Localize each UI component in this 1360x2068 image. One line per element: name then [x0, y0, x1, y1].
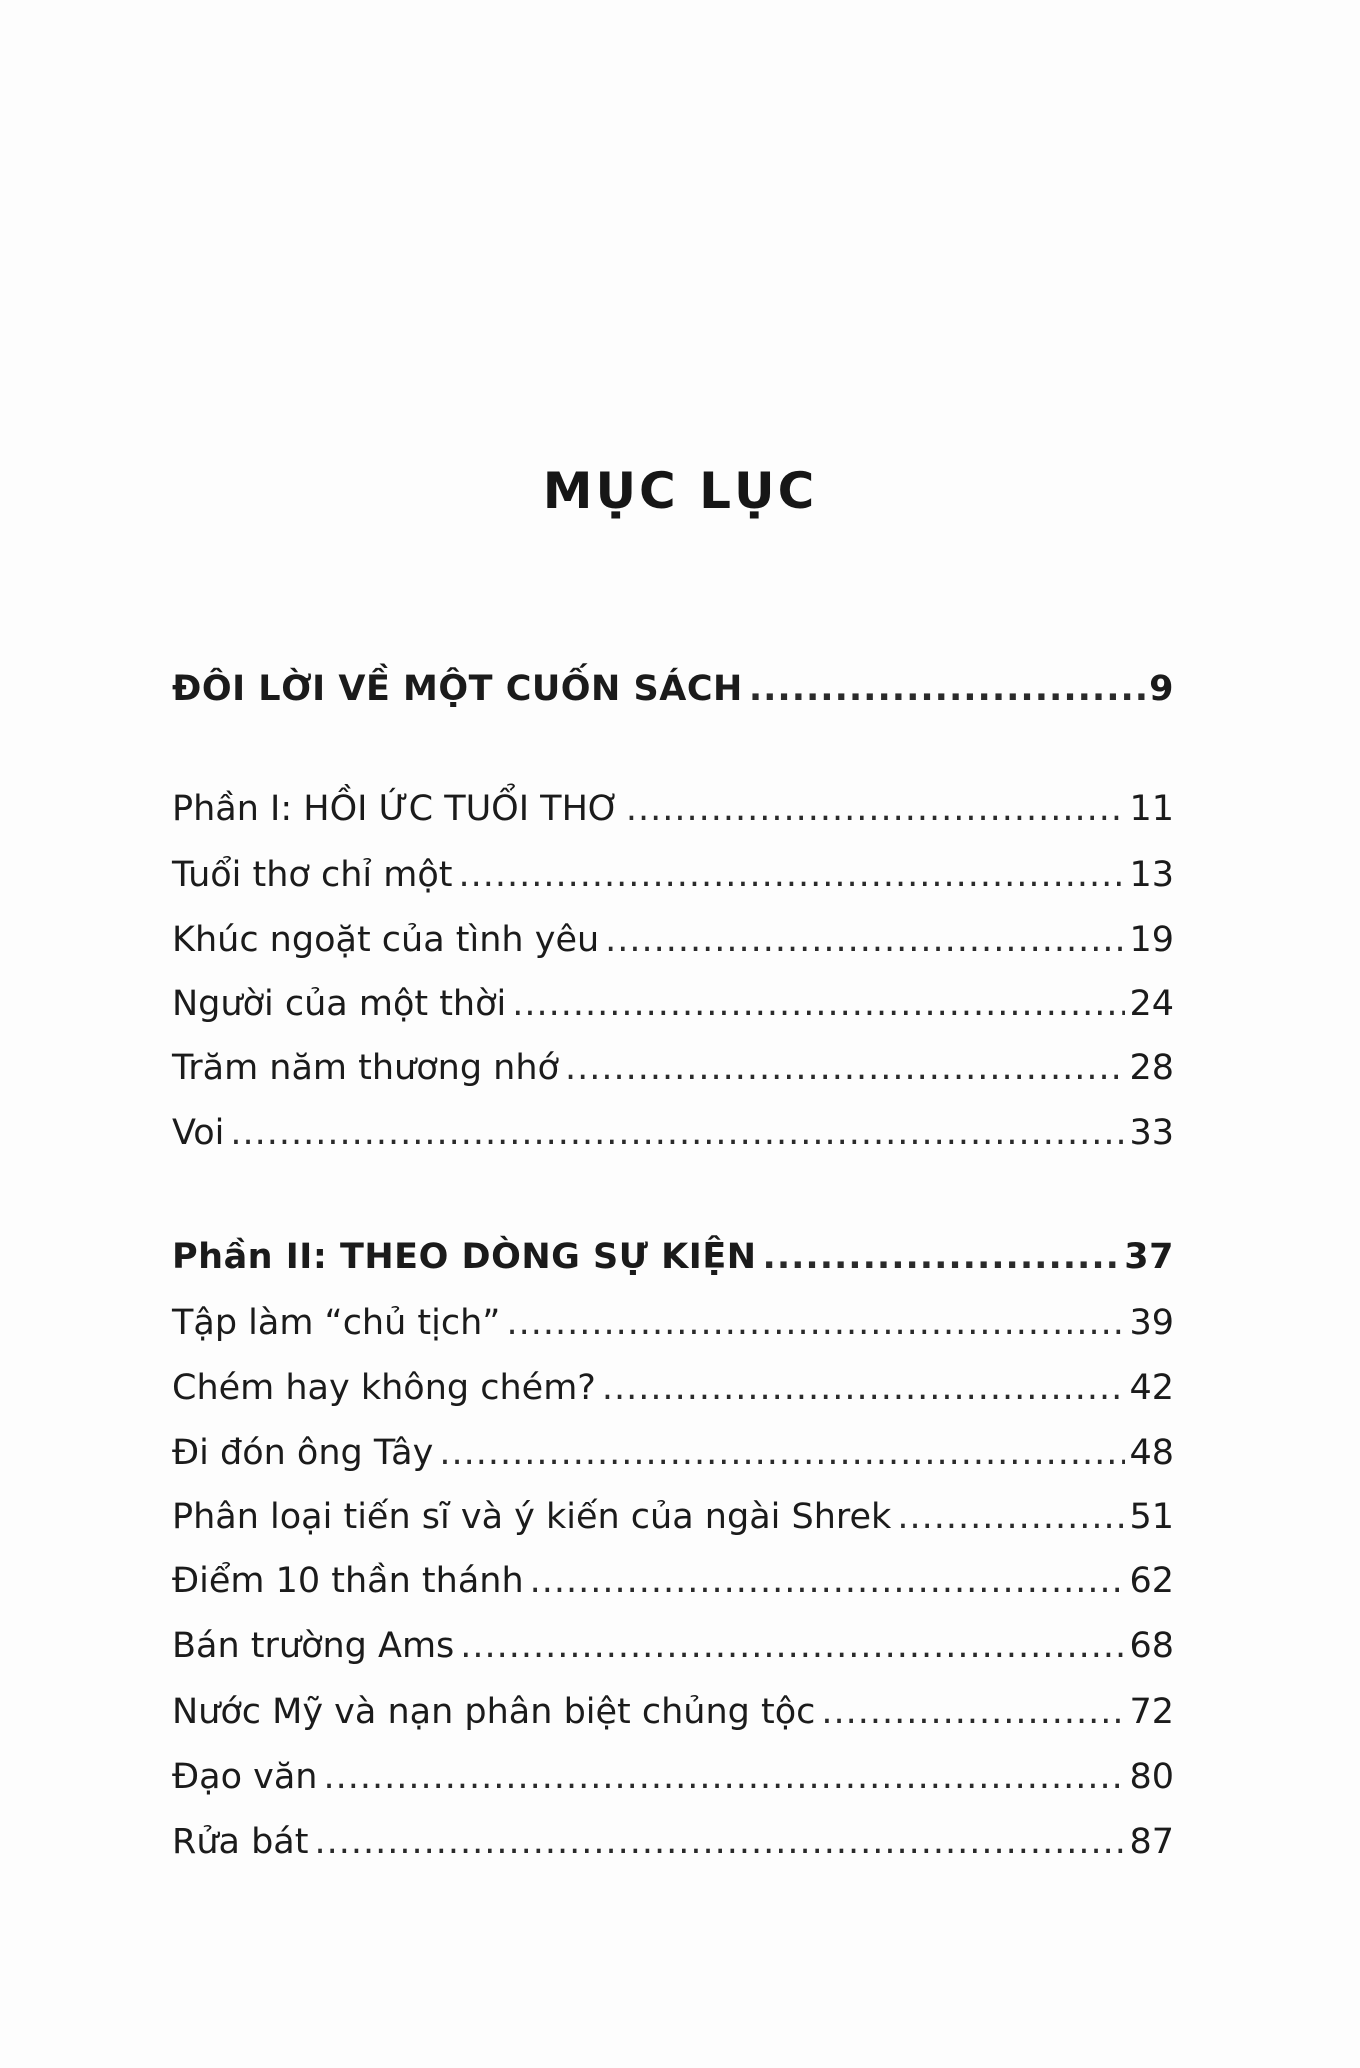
toc-entry [172, 1363, 1174, 1413]
toc-entry-label: Bán trường Ams [172, 1626, 455, 1666]
toc-entry [172, 664, 1174, 714]
dot-leader [821, 1687, 1125, 1737]
toc-entry-label: Phân loại tiến sĩ và ý kiến của ngài Shrek [172, 1497, 892, 1537]
toc-entry [172, 1492, 1174, 1542]
dot-leader [565, 1043, 1126, 1093]
toc-entry-label: Nước Mỹ và nạn phân biệt chủng tộc [172, 1692, 816, 1732]
toc-entry-page: 19 [1129, 920, 1174, 960]
toc-entry-page: 68 [1129, 1626, 1174, 1666]
toc-entry-page: 37 [1124, 1237, 1174, 1277]
toc-entry [172, 1232, 1174, 1282]
toc-entry-label: ĐÔI LỜI VỀ MỘT CUỐN SÁCH [172, 669, 743, 709]
toc-entry-label: Voi [172, 1113, 225, 1153]
dot-leader [602, 1363, 1126, 1413]
toc-entry-page: 72 [1129, 1692, 1174, 1732]
toc-entry-label: Đạo văn [172, 1757, 318, 1797]
toc-entry-label: Chém hay không chém? [172, 1368, 596, 1408]
dot-leader [763, 1232, 1121, 1282]
toc-entry-label: Đi đón ông Tây [172, 1433, 434, 1473]
dot-leader [439, 1428, 1125, 1478]
toc-entry [172, 1556, 1174, 1606]
dot-leader [230, 1108, 1125, 1158]
toc-entry [172, 1298, 1174, 1348]
dot-leader [323, 1752, 1125, 1802]
toc-entry [172, 1621, 1174, 1671]
toc-entry [172, 784, 1174, 834]
toc-entry-page: 11 [1129, 789, 1174, 829]
dot-leader [512, 979, 1125, 1029]
toc-entry [172, 915, 1174, 965]
toc-entry-label: Tuổi thơ chỉ một [172, 855, 453, 895]
dot-leader [626, 784, 1126, 834]
toc-entry-page: 51 [1129, 1497, 1174, 1537]
toc-entry-page: 42 [1129, 1368, 1174, 1408]
toc-entry [172, 979, 1174, 1029]
toc-entry-page: 24 [1129, 984, 1174, 1024]
toc-entry [172, 1043, 1174, 1093]
toc-entry-page: 48 [1129, 1433, 1174, 1473]
toc-entry [172, 850, 1174, 900]
toc-entry-label: Phần I: HỒI ỨC TUỔI THƠ [172, 789, 620, 829]
dot-leader [530, 1556, 1126, 1606]
dot-leader [314, 1817, 1125, 1867]
toc-entry-label: Rửa bát [172, 1822, 309, 1862]
toc-entry-page: 28 [1129, 1048, 1174, 1088]
toc-entry-page: 80 [1129, 1757, 1174, 1797]
toc-entry [172, 1108, 1174, 1158]
toc-entry-page: 39 [1129, 1303, 1174, 1343]
toc-entry [172, 1752, 1174, 1802]
dot-leader [458, 850, 1125, 900]
toc-entry-page: 13 [1129, 855, 1174, 895]
toc-entry-page: 9 [1149, 669, 1174, 709]
toc-entry-page: 87 [1129, 1822, 1174, 1862]
toc-entry-page: 62 [1129, 1561, 1174, 1601]
toc-entry-label: Điểm 10 thần thánh [172, 1561, 524, 1601]
page-title: MỤC LỤC [542, 462, 818, 520]
toc-entry-label: Người của một thời [172, 984, 507, 1024]
toc-entry-label: Tập làm “chủ tịch” [172, 1303, 501, 1343]
dot-leader [749, 664, 1145, 714]
dot-leader [605, 915, 1125, 965]
dot-leader [460, 1621, 1125, 1671]
dot-leader [897, 1492, 1125, 1542]
toc-entry [172, 1817, 1174, 1867]
toc-entry-page: 33 [1129, 1113, 1174, 1153]
toc-entry-label: Khúc ngoặt của tình yêu [172, 920, 600, 960]
dot-leader [506, 1298, 1125, 1348]
toc-entry [172, 1428, 1174, 1478]
toc-entry-label: Trăm năm thương nhớ [172, 1048, 559, 1088]
toc-entry-label: Phần II: THEO DÒNG SỰ KIỆN [172, 1237, 757, 1277]
toc-entry [172, 1687, 1174, 1737]
